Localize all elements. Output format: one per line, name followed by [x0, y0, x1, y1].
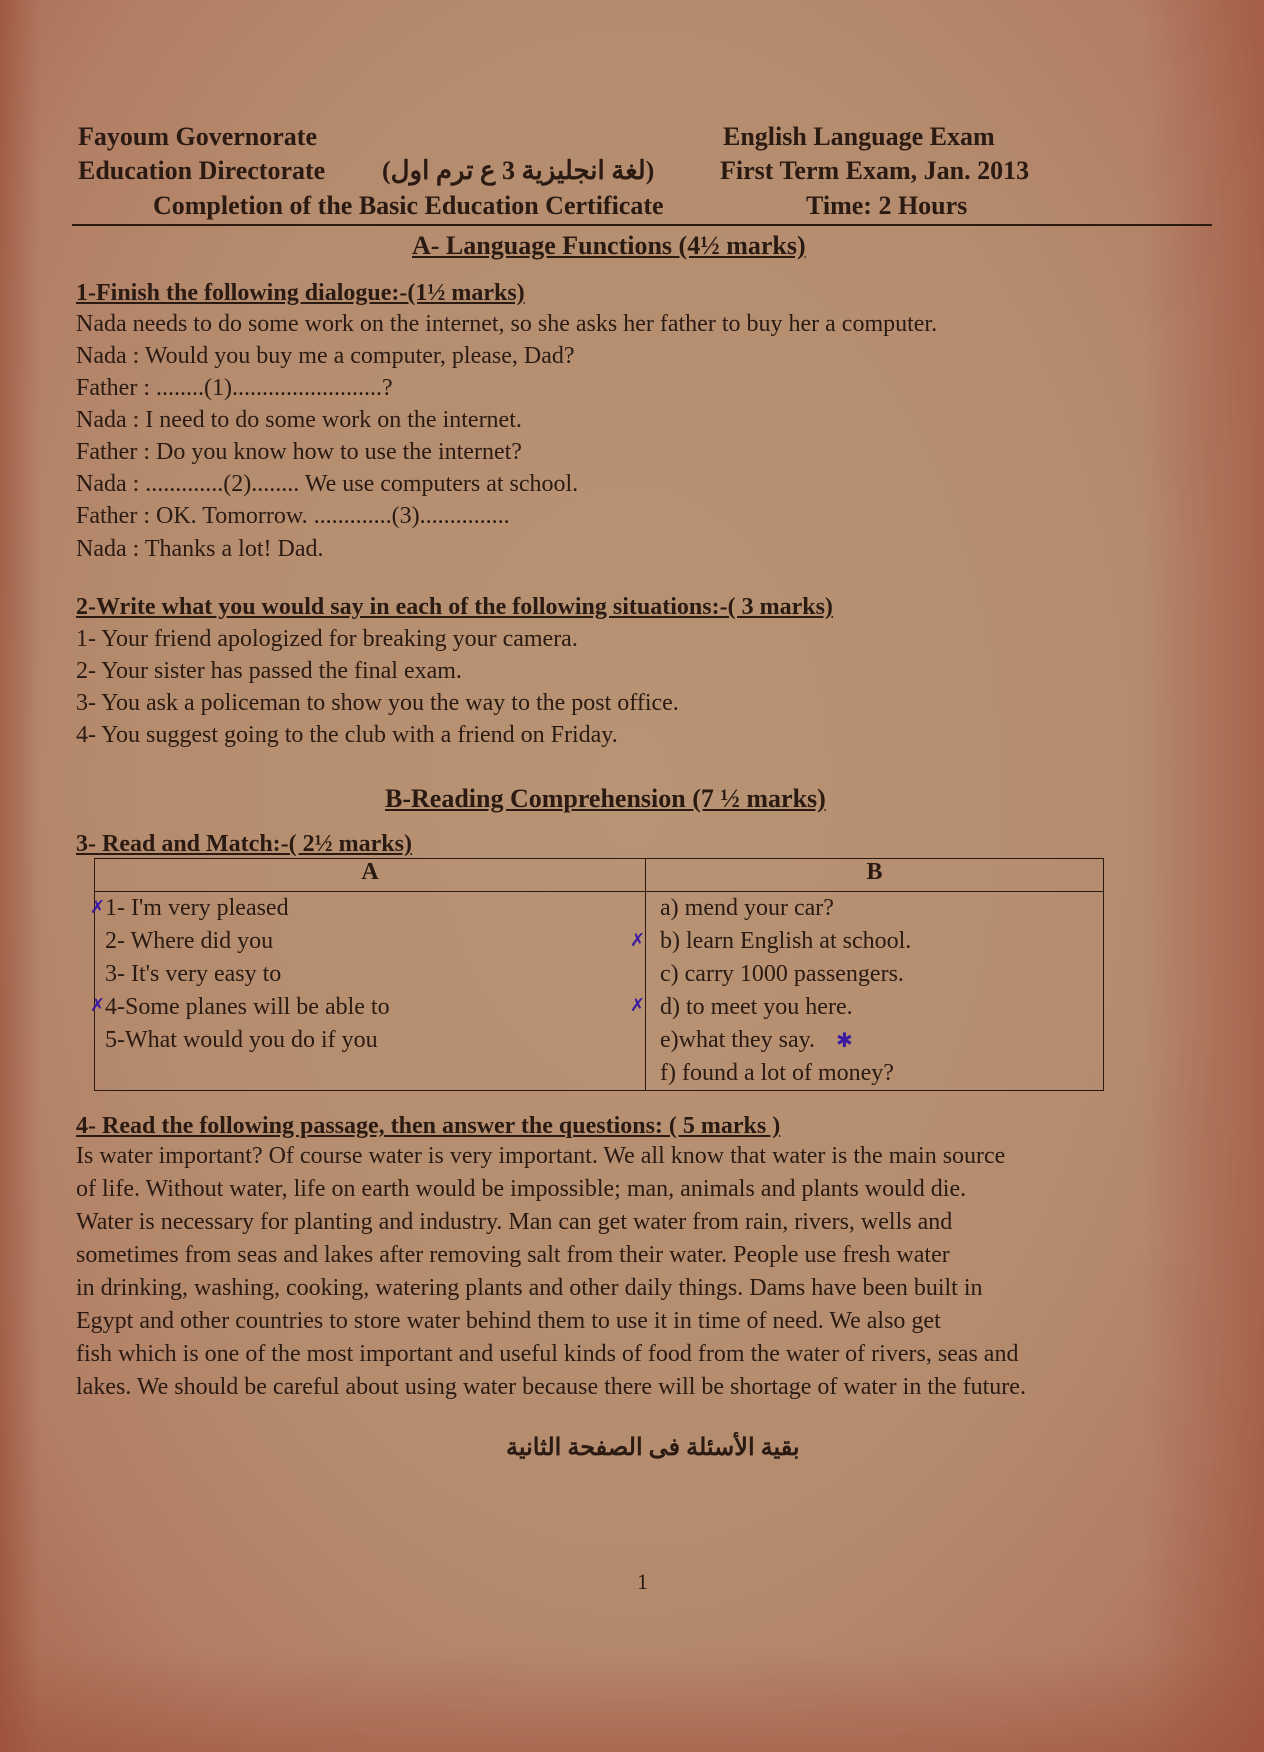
column-b-header: B — [646, 859, 1104, 892]
directorate: Education Directorate — [78, 156, 326, 185]
match-a-item: 3- It's very easy to — [105, 961, 282, 987]
section-a-title: A- Language Functions (4½ marks) — [412, 231, 806, 260]
pen-mark-icon: ✗ — [90, 897, 106, 918]
page-shadow-right — [1144, 0, 1264, 1752]
match-b-item: d) to meet you here. — [660, 994, 853, 1020]
star-mark-icon: ✱ — [836, 1028, 853, 1052]
dialogue-line: Nada : Would you buy me a computer, please, Dad? — [76, 343, 575, 369]
match-a-item: 4-Some planes will be able to — [105, 994, 390, 1020]
dialogue-line: Father : ........(1).........................? — [76, 375, 393, 401]
q2-title: 2-Write what you would say in each of the following situations:-( 3 marks) — [76, 594, 833, 620]
situation-item: 4- You suggest going to the club with a friend on Friday. — [76, 722, 618, 748]
match-b-item: a) mend your car? — [660, 895, 834, 921]
arabic-subject: (لغة انجليزية 3 ع ترم اول) — [382, 156, 655, 185]
column-a-header: A — [95, 859, 646, 892]
match-table — [94, 858, 1104, 1091]
governorate: Fayoum Governorate — [78, 122, 318, 151]
page-number: 1 — [637, 1569, 648, 1594]
passage-line: in drinking, washing, cooking, watering plants and other daily things. Dams have been built in — [76, 1275, 983, 1301]
header-divider — [72, 224, 1212, 226]
match-a-item: 2- Where did you — [105, 928, 274, 954]
match-a-item: 1- I'm very pleased — [105, 895, 289, 921]
match-b-item: f) found a lot of money? — [660, 1060, 894, 1086]
pen-mark-icon: ✗ — [630, 930, 646, 951]
pen-mark-icon: ✗ — [630, 995, 646, 1016]
match-b-item: b) learn English at school. — [660, 928, 912, 954]
column-b — [646, 892, 1104, 1091]
exam-title: English Language Exam — [723, 122, 995, 151]
match-b-item: e)what they say. — [660, 1027, 816, 1053]
dialogue-line: Nada : .............(2)........ We use computers at school. — [76, 471, 579, 497]
continued-note: بقية الأسئلة فى الصفحة الثانية — [506, 1435, 800, 1461]
situation-item: 2- Your sister has passed the final exam. — [76, 658, 462, 684]
match-b-item: c) carry 1000 passengers. — [660, 961, 904, 987]
page-shadow-bottom — [0, 1652, 1264, 1752]
passage-line: lakes. We should be careful about using water because there will be shortage of water in the future. — [76, 1374, 1026, 1400]
passage-line: of life. Without water, life on earth would be impossible; man, animals and plants would die. — [76, 1176, 967, 1202]
match-a-item: 5-What would you do if you — [105, 1027, 378, 1053]
dialogue-line: Nada : Thanks a lot! Dad. — [76, 536, 324, 562]
situation-item: 1- Your friend apologized for breaking your camera. — [76, 626, 578, 652]
page-shadow-left — [0, 0, 40, 1752]
q4-title: 4- Read the following passage, then answer the questions: ( 5 marks ) — [76, 1113, 781, 1139]
passage-line: Water is necessary for planting and industry. Man can get water from rain, rivers, wells and — [76, 1209, 953, 1235]
passage-line: Is water important? Of course water is very important. We all know that water is the main source — [76, 1143, 1006, 1169]
passage-line: Egypt and other countries to store water behind them to use it in time of need. We also get — [76, 1308, 941, 1334]
situation-item: 3- You ask a policeman to show you the way to the post office. — [76, 690, 679, 716]
exam-time: Time: 2 Hours — [806, 191, 968, 220]
exam-term: First Term Exam, Jan. 2013 — [720, 156, 1030, 185]
q1-intro: Nada needs to do some work on the internet, so she asks her father to buy her a computer. — [76, 311, 938, 337]
passage-line: sometimes from seas and lakes after removing salt from their water. People use fresh water — [76, 1242, 950, 1268]
pen-mark-icon: ✗ — [90, 995, 106, 1016]
reading-passage — [76, 1140, 1216, 1404]
section-b-title: B-Reading Comprehension (7 ½ marks) — [385, 784, 826, 813]
passage-line: fish which is one of the most important and useful kinds of food from the water of rivers, seas and — [76, 1341, 1019, 1367]
column-a — [95, 892, 646, 1091]
certificate: Completion of the Basic Education Certificate — [153, 191, 664, 220]
q3-title: 3- Read and Match:-( 2½ marks) — [76, 831, 412, 857]
dialogue-line: Father : OK. Tomorrow. .............(3)............... — [76, 503, 510, 529]
dialogue-line: Father : Do you know how to use the internet? — [76, 439, 522, 465]
q1-title: 1-Finish the following dialogue:-(1½ marks) — [76, 280, 525, 306]
dialogue-line: Nada : I need to do some work on the internet. — [76, 407, 522, 433]
